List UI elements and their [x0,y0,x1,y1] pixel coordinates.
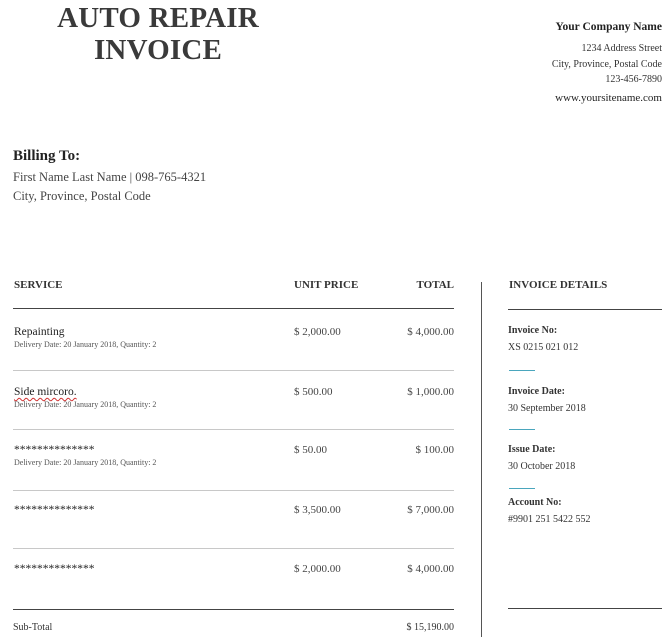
row-unit-price[interactable]: $ 2,000.00 [294,326,341,338]
accent-divider [509,429,535,430]
row-service[interactable]: ************** [14,504,95,516]
account-number-value[interactable]: #9901 251 5422 552 [508,514,591,525]
billing-name-phone[interactable]: First Name Last Name | 098-765-4321 [13,170,207,184]
invoice-number-value[interactable]: XS 0215 021 012 [508,342,579,353]
company-info [552,20,662,106]
header-invoice-details: INVOICE DETAILS [509,279,608,291]
row-unit-price[interactable]: $ 3,500.00 [294,504,341,516]
company-city[interactable]: City, Province, Postal Code [551,58,662,70]
column-divider [481,282,482,637]
billing-heading: Billing To: [13,148,81,164]
row-service[interactable]: ************** [14,563,95,575]
row-unit-price[interactable]: $ 2,000.00 [294,563,341,575]
table-row[interactable] [0,503,481,563]
table-row[interactable] [0,443,481,503]
company-phone[interactable]: 123-456-7890 [605,74,662,85]
subtotal-divider [13,609,454,610]
accent-divider [509,488,535,489]
table-row[interactable] [0,562,481,622]
company-website[interactable]: www.yoursitename.com [555,91,662,104]
row-total[interactable]: $ 4,000.00 [407,563,454,575]
row-divider [13,429,454,430]
invoice-date-label: Invoice Date: [508,386,565,397]
row-total[interactable]: $ 1,000.00 [407,386,454,398]
invoice-date-block [508,385,586,416]
header-divider [13,308,454,309]
issue-date-block [508,443,575,474]
account-number-block [508,496,591,527]
row-total[interactable]: $ 100.00 [415,444,454,456]
issue-date-label: Issue Date: [508,444,556,455]
row-service[interactable]: ************** [14,444,95,456]
title-line-2: INVOICE [93,34,223,66]
accent-divider [509,370,535,371]
row-detail[interactable]: Delivery Date: 20 January 2018, Quantity: 2 [14,340,157,349]
issue-date-value[interactable]: 30 October 2018 [508,461,576,472]
row-service[interactable]: Repainting [14,326,65,338]
details-header-divider [508,309,662,310]
row-unit-price[interactable]: $ 500.00 [294,386,333,398]
row-unit-price[interactable]: $ 50.00 [294,444,327,456]
subtotal-value[interactable]: $ 15,190.00 [406,622,454,633]
invoice-date-value[interactable]: 30 September 2018 [508,403,586,414]
table-row[interactable] [0,385,481,445]
row-total[interactable]: $ 7,000.00 [407,504,454,516]
header-unit-price: UNIT PRICE [294,279,359,291]
header-total: TOTAL [416,279,454,291]
account-number-label: Account No: [508,497,562,508]
billing-block [13,147,206,206]
billing-city[interactable]: City, Province, Postal Code [13,189,151,203]
table-row[interactable] [0,325,481,385]
row-total[interactable]: $ 4,000.00 [407,326,454,338]
company-address[interactable]: 1234 Address Street [581,43,662,54]
row-divider [13,490,454,491]
title-line-1: AUTO REPAIR [57,2,259,34]
header-service: SERVICE [14,279,63,291]
row-service[interactable]: Side mircoro. [14,386,77,398]
row-divider [13,370,454,371]
invoice-title [30,2,286,66]
invoice-number-block [508,324,578,355]
subtotal-label: Sub-Total [13,622,53,633]
row-detail[interactable]: Delivery Date: 20 January 2018, Quantity: 2 [14,400,157,409]
company-name[interactable]: Your Company Name [555,21,662,33]
row-detail[interactable]: Delivery Date: 20 January 2018, Quantity: 2 [14,458,157,467]
invoice-number-label: Invoice No: [508,325,558,336]
details-bottom-divider [508,608,662,609]
row-divider [13,548,454,549]
